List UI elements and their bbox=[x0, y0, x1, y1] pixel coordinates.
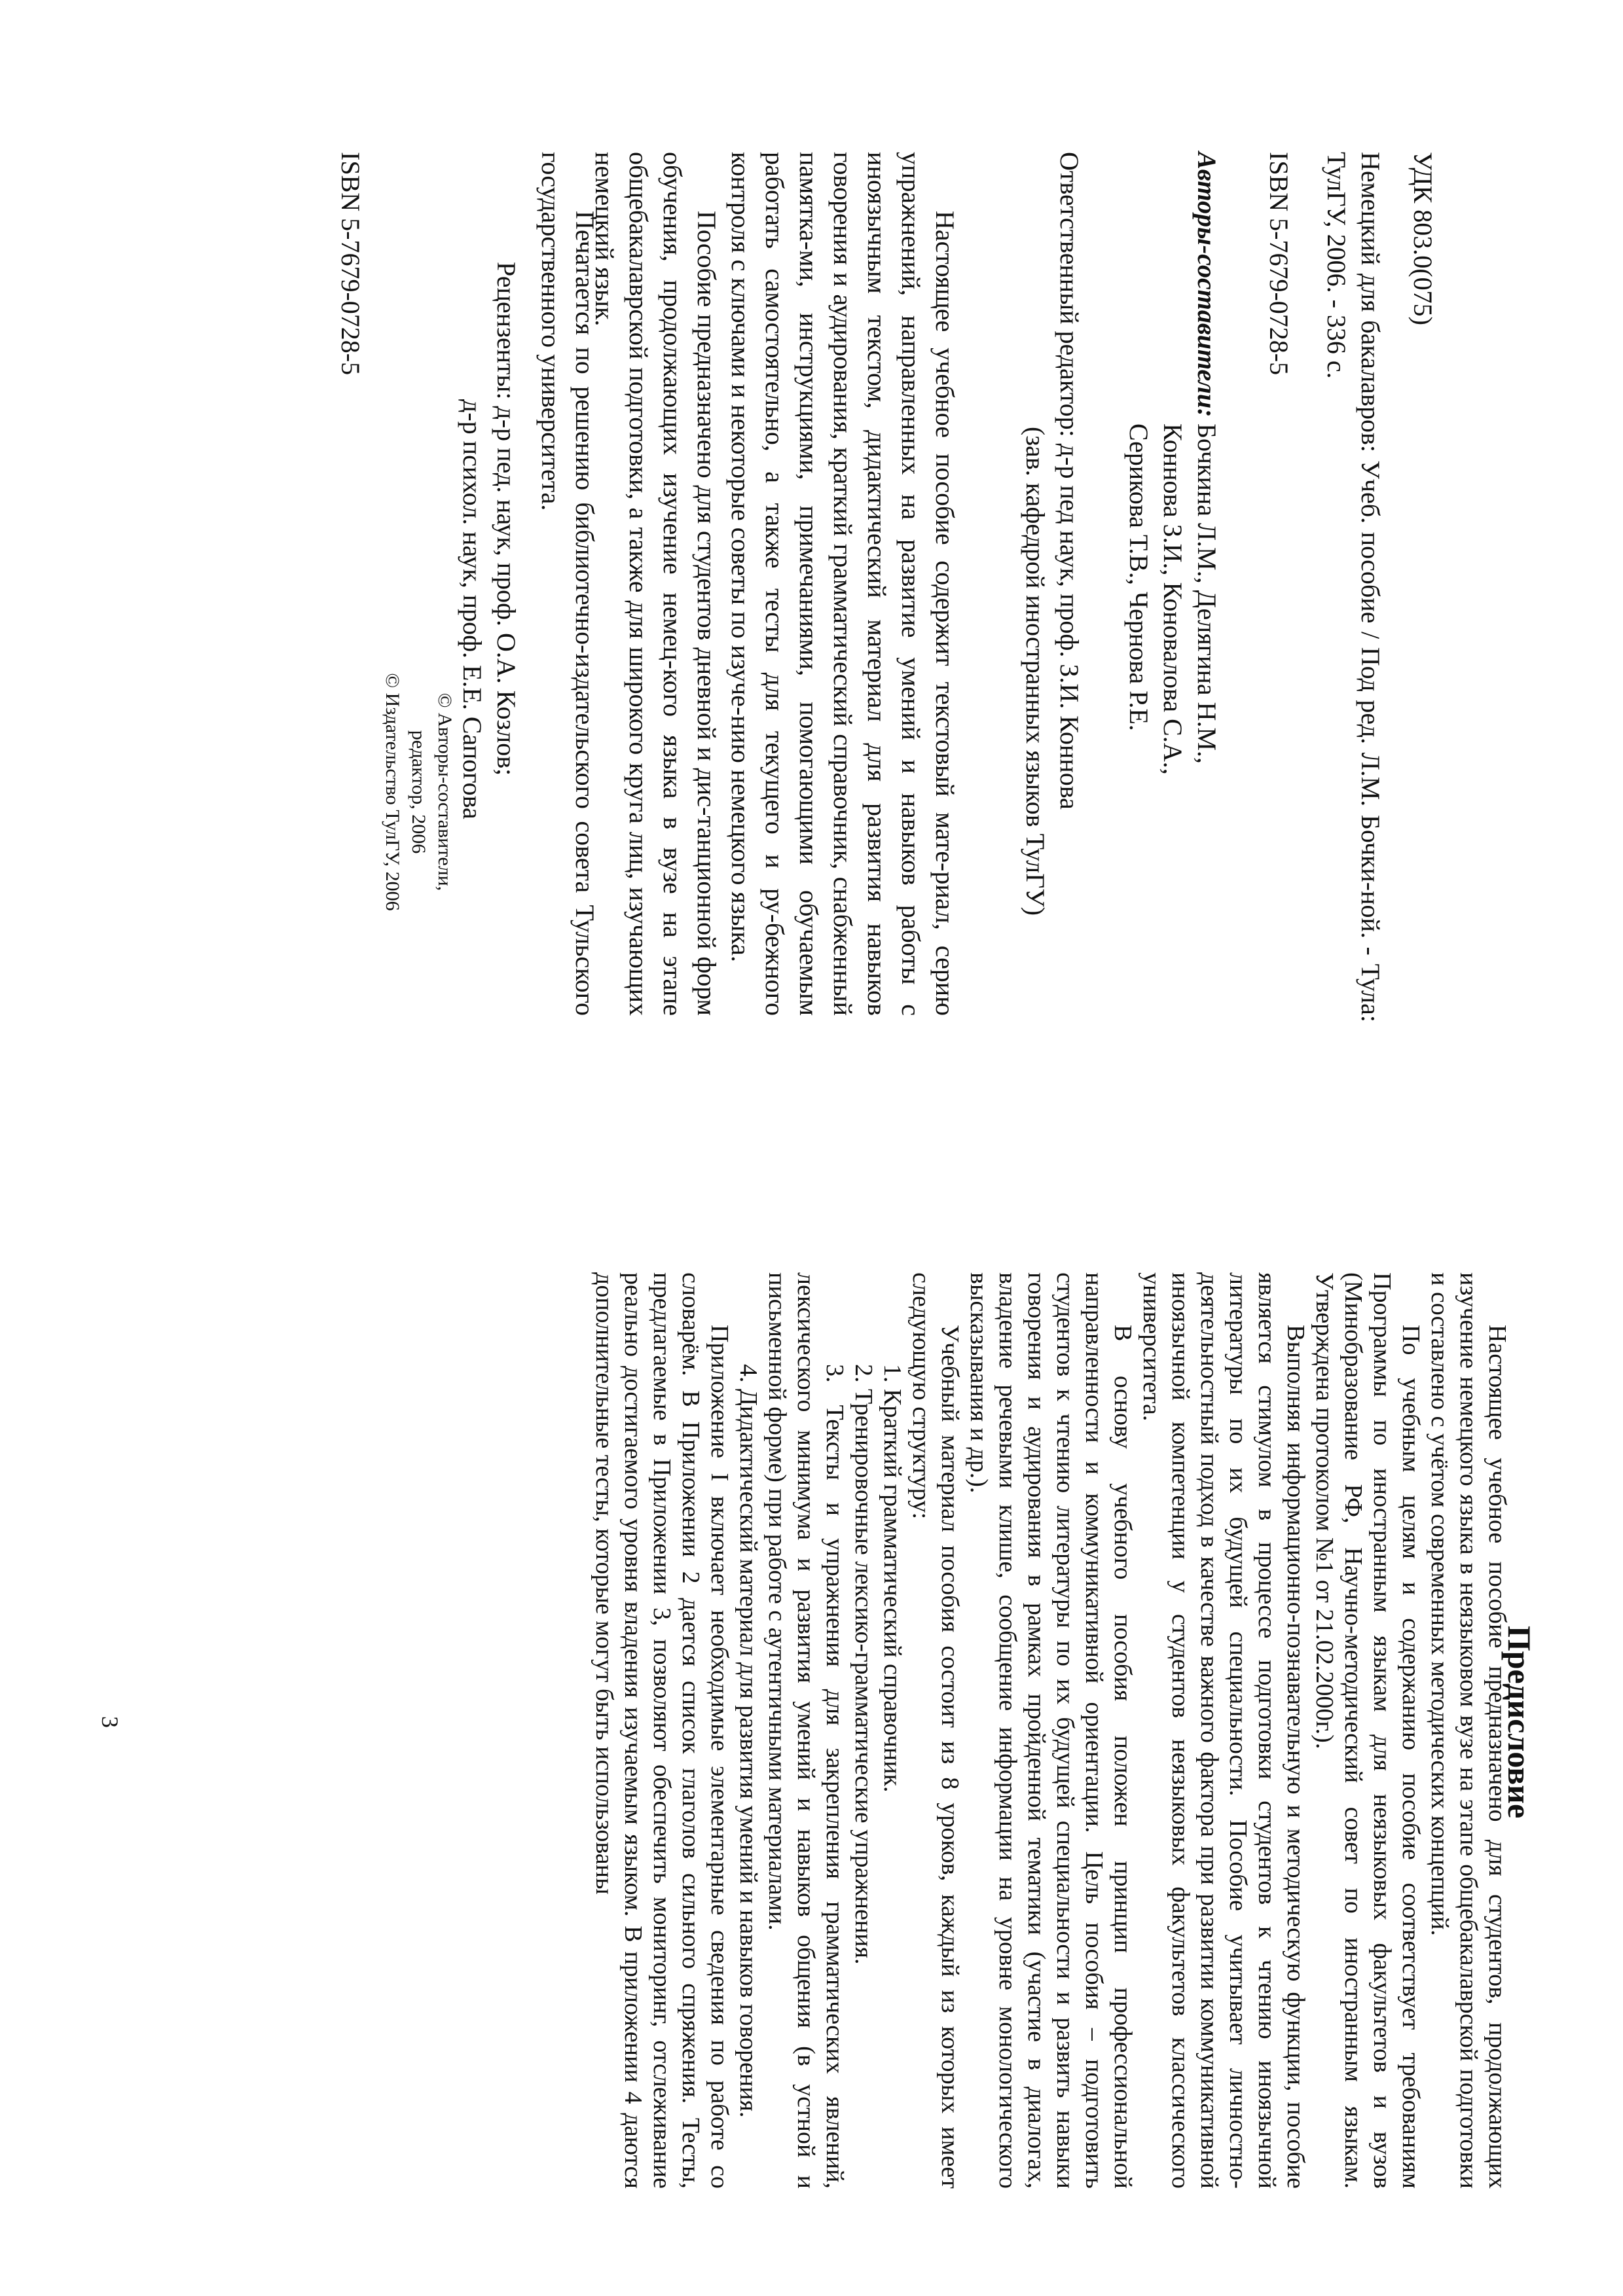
authors-list bbox=[1122, 423, 1224, 1013]
udk-code: УДК 803.0(075) bbox=[1408, 152, 1438, 325]
reviewer-line: Рецензенты: д-р пед. наук, проф. О.А. Козлов; bbox=[492, 262, 521, 776]
author-line: Бочкина Л.М., Делягина Н.М., bbox=[1192, 423, 1222, 764]
copyright bbox=[379, 583, 458, 1001]
page-title: Предисловие bbox=[1501, 1625, 1539, 1819]
preface-paragraph: Учебный материал пособия состоит из 8 уроков, каждый из которых имеет следующую структуру: bbox=[907, 1272, 964, 2189]
annotation bbox=[587, 152, 962, 1016]
responsible-editor bbox=[1018, 152, 1086, 1022]
preface-paragraph: По учебным целям и содержанию пособие соответствует требованиям Программы по иностранным языкам для неязыковых факультетов и вузов (Минобразование РФ, Научно-методический совет по иностранным языкам. Утверждена протоколом №1 от 21.02.2000г.). bbox=[1311, 1272, 1425, 2189]
isbn-bottom: ISBN 5-7679-0728-5 bbox=[336, 152, 365, 376]
reviewer-line: д-р психол. наук, проф. Е.Е. Сапогова bbox=[458, 399, 487, 819]
preface-paragraph: Настоящее учебное пособие предназначено для студентов, продолжающих изучение немецкого языка в неязыковом вузе на этапе общебакалаврской подготовки и составлено с учётом современных методических концепций. bbox=[1426, 1272, 1511, 2189]
preface-paragraph: В основу учебного пособия положен принцип профессиональной направленности и коммуникативной ориентации. Цель пособия – подготовить студентов к чтению литературы по их будущей специальности и развить навыки говорения и аудирования в рамках пройденной тематики (участие в диалогах, владение речевыми клише, сообщение информации на уровне монологического высказывания и др.). bbox=[965, 1272, 1137, 2189]
annotation-paragraph: Пособие предназначено для студентов дневной и дис-танционной форм обучения, продолжающих изучение немец-кого языка в вузе на этапе общебакалаврской подготовки, а также для широкого круга лиц, изучающих немецкий язык. bbox=[590, 152, 721, 1016]
page-number: 3 bbox=[97, 1716, 123, 1728]
bibliographic-reference: Немецкий для бакалавров: Учеб. пособие / Под ред. Л.М. Бочки-ной. - Тула: ТулГУ, 2006. - 336 с. bbox=[1322, 152, 1385, 1022]
list-item: 4. Дидактический материал для развития умений и навыков говорения. bbox=[735, 1364, 762, 2118]
preface-paragraph: Выполняя информационно-познавательную и методическую функции, пособие является стимулом в процессе подготовки студентов к чтению иноязычной литературы по их будущей специальности. Пособие учитывает личностно-деятельностный подход в качестве важного фактора при развитии коммуникативной иноязычной компетенции у студентов неязыковых факультетов классического университета. bbox=[1138, 1272, 1309, 2189]
preface-paragraph: Приложение I включает необходимые элементарные сведения по работе со словарём. В Приложении 2 дается список глаголов сильного спряжения. Тесты, предлагаемые в Приложении 3, позволяют обеспечить мониторинг, отслеживание реально достигаемого уровня владения изучаемым языком. В приложении 4 даются дополнительные тесты, которые могут быть использованы bbox=[591, 1272, 733, 2189]
copyright-line: © Авторы-составители, bbox=[434, 692, 456, 891]
reviewers bbox=[455, 262, 523, 982]
editor-line: Ответственный редактор: д-р пед наук, проф. З.И. Коннова bbox=[1055, 152, 1084, 810]
publication-decision: Печатается по решению библиотечно-издательского совета Тульского государственного университета. bbox=[536, 152, 600, 1016]
editor-note: (зав. кафедрой иностранных языков ТулГУ) bbox=[1021, 427, 1050, 916]
author-line: Серикова Т.В., Чернова Р.Е. bbox=[1124, 423, 1154, 731]
annotation-paragraph: Настоящее учебное пособие содержит текстовый мате-риал, серию упражнений, направленных на развитие умений и навыков работы с иноязычным текстом, дидактический материал для развития навыков говорения и аудирования, краткий грамматический справочник, снабженный памятка-ми, инструкциями, примечаниями, помогающими обучаемым работать самостоятельно, а также тесты для текущего и ру-бежного контроля с ключами и некоторые советы по изуче-нию немецкого языка. bbox=[726, 152, 960, 1016]
authors-label: Авторы-составители: bbox=[1192, 152, 1222, 418]
copyright-line: © Издательство ТулГУ, 2006 bbox=[382, 673, 403, 911]
copyright-line: редактор, 2006 bbox=[408, 730, 429, 854]
list-item: 1. Краткий грамматический справочник. bbox=[879, 1364, 906, 1793]
preface-body bbox=[590, 1272, 1512, 2189]
list-item: 2. Тренировочные лексико-грамматические упражнения. bbox=[850, 1364, 877, 1965]
preface-page bbox=[0, 1148, 1623, 2296]
isbn-top: ISBN 5-7679-0728-5 bbox=[1264, 152, 1294, 376]
list-item: 3. Тексты и упражнения для закрепления грамматических явлений, лексического минимума и развития умений и навыков общения (в устной и письменной форме) при работе с аутентичными материалами. bbox=[763, 1272, 848, 2189]
author-line: Коннова З.И., Коновалова С.А., bbox=[1158, 423, 1188, 775]
